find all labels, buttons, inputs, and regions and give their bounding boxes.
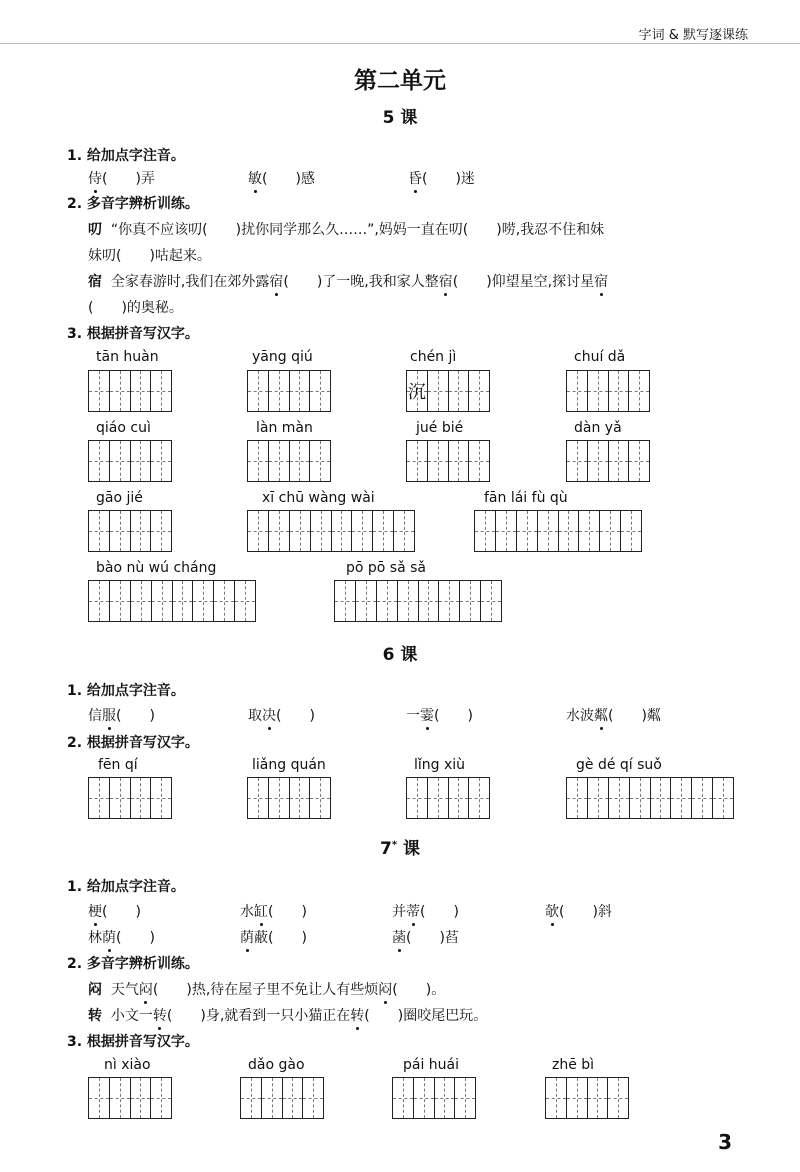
item-rest: ( )萏 <box>406 930 459 946</box>
sentence-part: 天气 <box>110 982 139 998</box>
writing-grid[interactable] <box>406 370 490 412</box>
item-rest: ( )粼 <box>608 708 661 724</box>
lesson7-q1-item <box>240 927 307 947</box>
lesson6-title: 6 课 <box>382 645 418 665</box>
item-rest: ( ) <box>434 708 473 724</box>
item-pre: 水 <box>240 904 254 920</box>
lesson6-q1-label: 1. 给加点字注音。 <box>67 683 185 699</box>
writing-grid[interactable] <box>545 1077 629 1119</box>
item-rest: ( )感 <box>262 171 315 187</box>
lesson5-q1-item <box>408 168 475 188</box>
writing-grid[interactable] <box>247 777 331 819</box>
lesson5-q1-item <box>248 168 315 188</box>
dotted-char: 决 <box>262 705 276 725</box>
polyphone-char: 叨 <box>88 222 102 238</box>
item-rest: 蔽( ) <box>254 930 307 946</box>
pinyin-label: fān lái fù qù <box>484 490 568 506</box>
pinyin-label: bào nù wú cháng <box>96 560 217 576</box>
writing-grid[interactable] <box>406 777 490 819</box>
lesson6-q1-item <box>248 705 315 725</box>
lesson6-q1-item <box>88 705 155 725</box>
sentence-part: ( )圈咬尾巴玩。 <box>364 1008 488 1024</box>
lesson7-q1-item <box>545 901 612 921</box>
pinyin-label: gè dé qí suǒ <box>576 757 662 773</box>
sentence-part: ( )身,就看到一只小猫正在 <box>166 1008 351 1024</box>
pinyin-label: jué bié <box>416 420 464 436</box>
pinyin-label: làn màn <box>256 420 313 436</box>
pinyin-label: liǎng quán <box>252 757 326 773</box>
lesson5-q2-label: 2. 多音字辨析训练。 <box>67 196 199 212</box>
optional-mark: * <box>391 839 398 851</box>
lesson7-q1-item <box>88 927 155 947</box>
dotted-char: 菡 <box>392 927 406 947</box>
writing-grid[interactable] <box>566 370 650 412</box>
writing-grid[interactable] <box>406 440 490 482</box>
lesson6-q1-item <box>566 705 661 725</box>
lesson7-q2-line2 <box>88 1005 487 1025</box>
dotted-char: 蒂 <box>406 901 420 921</box>
dotted-char: 霎 <box>420 705 434 725</box>
item-rest: ( )斜 <box>559 904 612 920</box>
writing-grid[interactable] <box>88 440 172 482</box>
writing-grid[interactable] <box>240 1077 324 1119</box>
polyphone-char: 闷 <box>88 982 102 998</box>
dotted-char: 荫 <box>240 927 254 947</box>
dotted-char: 闷 <box>139 979 153 999</box>
item-rest: ( ) <box>102 904 141 920</box>
header-divider <box>0 43 800 44</box>
lesson5-q2-line3 <box>88 271 608 291</box>
item-rest: ( )迷 <box>422 171 475 187</box>
sentence-part: ( )热,待在屋子里不免让人有些烦 <box>152 982 379 998</box>
lesson5-q2-line2: 妹叨( )咕起来。 <box>88 248 211 264</box>
lesson5-title: 5 课 <box>382 108 418 128</box>
writing-grid[interactable] <box>88 580 256 622</box>
writing-grid[interactable] <box>566 440 650 482</box>
writing-grid[interactable] <box>474 510 642 552</box>
lesson7-q1-item <box>392 927 459 947</box>
pinyin-label: fēn qí <box>98 757 138 773</box>
dotted-char: 转 <box>153 1005 167 1025</box>
item-pre: 水波 <box>566 708 594 724</box>
filled-char: 沉 <box>407 382 426 403</box>
dotted-char: 转 <box>350 1005 364 1025</box>
item-pre: 信 <box>88 708 102 724</box>
writing-grid[interactable] <box>334 580 502 622</box>
writing-grid[interactable] <box>247 440 331 482</box>
polyphone-char: 宿 <box>88 274 102 290</box>
writing-grid[interactable] <box>88 777 172 819</box>
writing-grid[interactable] <box>566 777 734 819</box>
pinyin-label: lǐng xiù <box>414 757 466 773</box>
item-rest: ( )弄 <box>102 171 155 187</box>
lesson5-q2-line4: ( )的奥秘。 <box>88 300 183 316</box>
pinyin-label: dǎo gào <box>248 1057 305 1073</box>
pinyin-label: qiáo cuì <box>96 420 151 436</box>
pinyin-label: xī chū wàng wài <box>262 490 375 506</box>
dotted-char: 梗 <box>88 901 102 921</box>
item-pre: 取 <box>248 708 262 724</box>
dotted-char: 服 <box>102 705 116 725</box>
dotted-char: 闷 <box>378 979 392 999</box>
item-rest: ( ) <box>116 930 155 946</box>
item-pre: 林 <box>88 930 102 946</box>
lesson5-q2-line1 <box>88 219 604 239</box>
item-pre: 一 <box>406 708 420 724</box>
pinyin-label: dàn yǎ <box>574 420 622 436</box>
lesson-suffix: 课 <box>403 839 420 859</box>
pinyin-label: chén jì <box>410 349 457 365</box>
pinyin-label: chuí dǎ <box>574 349 626 365</box>
lesson7-q2-label: 2. 多音字辨析训练。 <box>67 956 199 972</box>
item-rest: ( ) <box>116 708 155 724</box>
dotted-char: 缸 <box>254 901 268 921</box>
dotted-char: 粼 <box>594 705 608 725</box>
sentence: “你真不应该叨( )扰你同学那么久……”,妈妈一直在叨( )唠,我忍不住和妹 <box>110 222 605 238</box>
writing-grid[interactable] <box>88 510 172 552</box>
sentence-part: ( )。 <box>392 982 446 998</box>
lesson7-q1-label: 1. 给加点字注音。 <box>67 879 185 895</box>
dotted-char: 荫 <box>102 927 116 947</box>
lesson5-q1-label: 1. 给加点字注音。 <box>67 148 185 164</box>
lesson-number: 7 <box>380 839 392 859</box>
sentence-part: 全家春游时,我们在郊外露 <box>110 274 270 290</box>
writing-grid[interactable] <box>392 1077 476 1119</box>
sentence-part: ( )了一晚,我和家人整 <box>283 274 439 290</box>
polyphone-char: 转 <box>88 1008 102 1024</box>
dotted-char: 宿 <box>439 271 453 291</box>
page-number: 3 <box>718 1130 732 1154</box>
item-rest: ( ) <box>276 708 315 724</box>
sentence-part: 小文一 <box>110 1008 153 1024</box>
unit-title: 第二单元 <box>354 67 446 94</box>
item-rest: ( ) <box>420 904 459 920</box>
pinyin-label: yāng qiú <box>252 349 313 365</box>
item-pre: 并 <box>392 904 406 920</box>
lesson6-q1-item <box>406 705 473 725</box>
writing-grid[interactable] <box>247 510 415 552</box>
lesson7-q3-label: 3. 根据拼音写汉字。 <box>67 1034 199 1050</box>
writing-grid[interactable] <box>88 370 172 412</box>
lesson6-q2-label: 2. 根据拼音写汉字。 <box>67 735 199 751</box>
lesson7-q1-item <box>88 901 141 921</box>
sentence-part: ( )仰望星空,探讨星 <box>452 274 595 290</box>
lesson7-title <box>0 834 800 859</box>
lesson7-q1-item <box>392 901 459 921</box>
pinyin-label: tān huàn <box>96 349 159 365</box>
dotted-char: 宿 <box>269 271 283 291</box>
dotted-char: 宿 <box>594 271 608 291</box>
writing-grid[interactable] <box>88 1077 172 1119</box>
pinyin-label: pái huái <box>403 1057 460 1073</box>
writing-grid[interactable] <box>247 370 331 412</box>
lesson7-q1-item <box>240 901 307 921</box>
item-rest: ( ) <box>268 904 307 920</box>
dotted-char: 侍 <box>88 168 102 188</box>
header-text: 字词 & 默写逐课练 <box>638 28 748 43</box>
lesson5-q3-label: 3. 根据拼音写汉字。 <box>67 326 199 342</box>
lesson7-q2-line1 <box>88 979 445 999</box>
dotted-char: 昏 <box>408 168 422 188</box>
lesson5-q1-item <box>88 168 155 188</box>
pinyin-label: gāo jié <box>96 490 143 506</box>
dotted-char: 欹 <box>545 901 559 921</box>
pinyin-label: pō pō sǎ sǎ <box>346 560 427 576</box>
pinyin-label: zhē bì <box>552 1057 595 1073</box>
pinyin-label: nì xiào <box>104 1057 151 1073</box>
dotted-char: 敏 <box>248 168 262 188</box>
